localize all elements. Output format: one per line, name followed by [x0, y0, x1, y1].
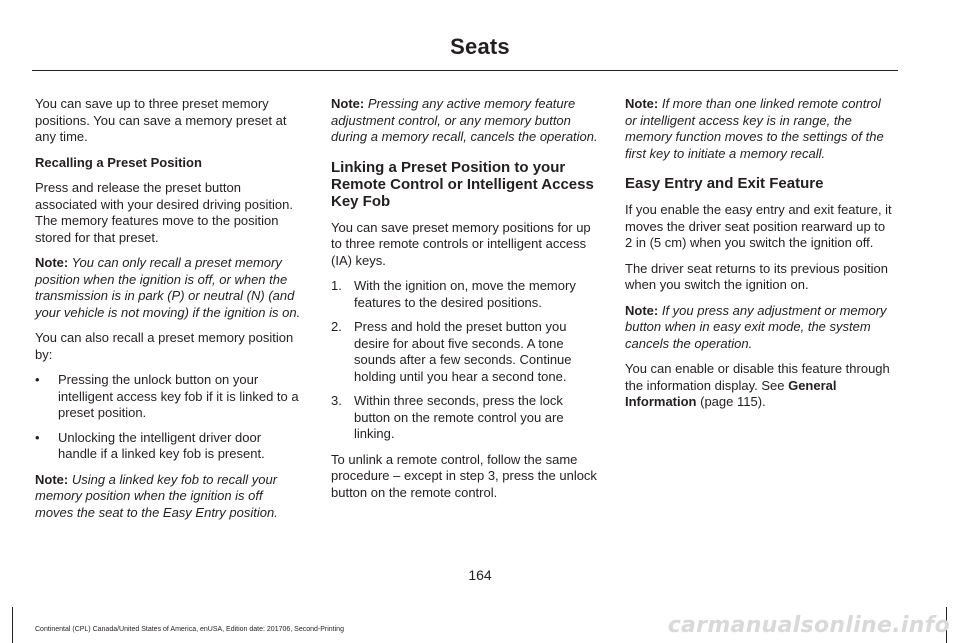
list-item: [35, 430, 303, 463]
note-text: Using a linked key fob to recall your memory position when the ignition is off moves the seat to the Easy Entry position.: [35, 471, 278, 520]
seat-return-paragraph: The driver seat returns to its previous position when you switch the ignition on.: [625, 260, 889, 292]
recall-heading: Recalling a Preset Position: [35, 154, 202, 170]
enable-text: You can enable or disable this feature through the information display. See: [625, 361, 890, 393]
note-paragraph: [625, 303, 893, 353]
note-label: Note:: [625, 96, 659, 111]
list-item-text: Unlocking the intelligent driver door handle if a linked key fob is present.: [58, 429, 265, 461]
recall-paragraph: Press and release the preset button associated with your desired driving position. The memory features move to the position stored for that preset.: [35, 180, 293, 245]
page-reference: (page 115).: [696, 394, 766, 409]
note-text: Pressing any active memory feature adjustment control, or any memory button during a memory recall, cancels the operation.: [331, 96, 598, 144]
column-2: [331, 96, 599, 510]
unlink-paragraph: To unlink a remote control, follow the same procedure – except in step 3, press the unlock button on the remote control.: [331, 451, 597, 500]
step-number: 3.: [331, 393, 342, 408]
note-label: Note:: [331, 96, 365, 111]
bullet-marker: •: [35, 372, 40, 387]
page-title: Seats: [450, 34, 510, 59]
recall-bullet-list: [35, 372, 303, 463]
linking-steps-list: [331, 278, 599, 443]
note-label: Note:: [35, 471, 69, 487]
linking-intro-paragraph: You can save preset memory positions for up to three remote controls or intelligent access (IA) keys.: [331, 219, 591, 268]
note-paragraph: [35, 255, 303, 321]
list-item-text: With the ignition on, move the memory features to the desired positions.: [354, 278, 576, 310]
note-text: You can only recall a preset memory position when the ignition is off, or when the transmission is in park (P) or neutral (N) (and your vehicle is not moving) if the ignition is on.: [35, 255, 301, 320]
list-item: [331, 278, 599, 311]
note-paragraph: [35, 472, 303, 522]
note-text: If you press any adjustment or memory button when in easy exit mode, the system cancels the operation.: [625, 302, 887, 351]
easy-entry-paragraph: If you enable the easy entry and exit feature, it moves the driver seat position rearward up to 2 in (5 cm) when you switch the ignition off.: [625, 202, 892, 250]
column-1: [35, 96, 303, 530]
intro-paragraph: You can save up to three preset memory positions. You can save a memory preset at any time.: [35, 96, 287, 144]
note-label: Note:: [35, 255, 69, 270]
header-divider: [32, 70, 898, 71]
list-item-text: Press and hold the preset button you desire for about five seconds. A tone sounds after a few seconds. Continue holding until you hear a second tone.: [354, 319, 572, 384]
note-paragraph: [331, 96, 599, 146]
column-3: [625, 96, 893, 420]
enable-feature-paragraph: [625, 361, 893, 411]
step-number: 2.: [331, 319, 342, 334]
note-paragraph: [625, 96, 893, 162]
list-item: [331, 319, 599, 385]
also-recall-paragraph: You can also recall a preset memory position by:: [35, 330, 294, 362]
step-number: 1.: [331, 278, 342, 293]
note-label: Note:: [625, 302, 659, 318]
note-text: If more than one linked remote control or intelligent access key is in range, the memory function moves to the settings of the first key to initiate a memory recall.: [625, 96, 884, 161]
watermark-logo: carmanualsonline.info: [667, 613, 950, 638]
bullet-marker: •: [35, 429, 40, 445]
list-item-text: Within three seconds, press the lock button on the remote control you are linking.: [354, 393, 564, 441]
list-item: [35, 372, 303, 422]
crop-mark-left: [12, 607, 13, 643]
section-heading: Easy Entry and Exit Feature: [625, 175, 824, 192]
list-item: [331, 393, 599, 443]
page-number: 164: [468, 567, 492, 583]
edition-footer: Continental (CPL) Canada/United States of America, enUSA, Edition date: 201706, Second-Printing: [35, 626, 344, 633]
section-heading: Linking a Preset Position to your Remote Control or Intelligent Access Key Fob: [331, 158, 594, 210]
general-information-link[interactable]: General Information: [625, 377, 837, 409]
list-item-text: Pressing the unlock button on your intelligent access key fob if it is linked to a preset position.: [58, 372, 299, 420]
